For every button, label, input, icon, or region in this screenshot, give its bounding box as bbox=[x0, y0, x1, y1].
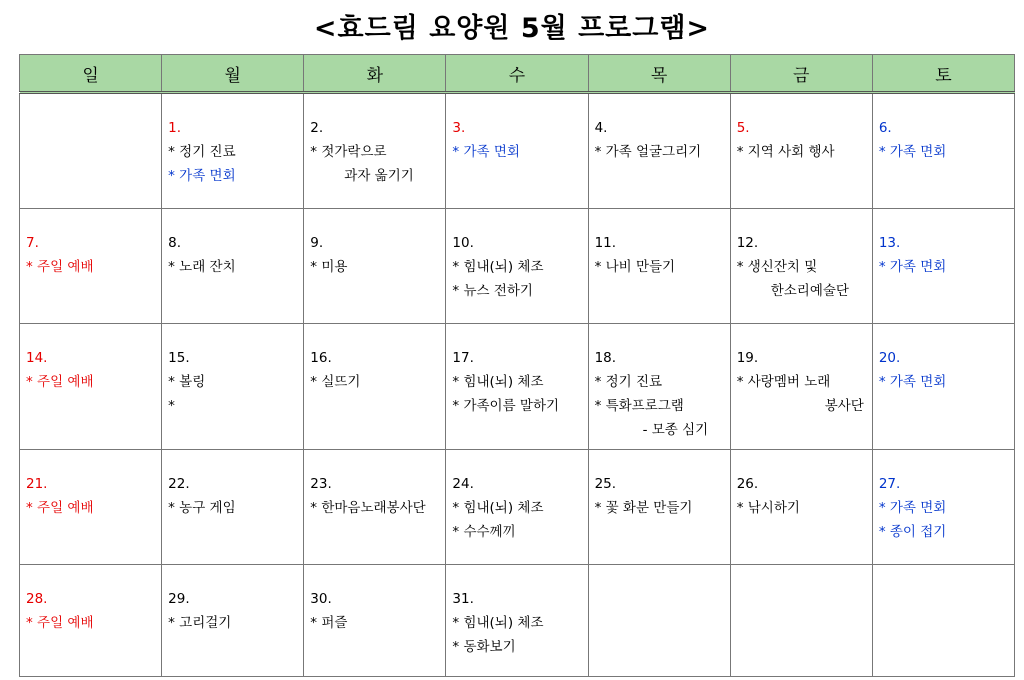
day-cell bbox=[20, 324, 162, 450]
program-item: * 수수께끼 bbox=[452, 524, 516, 540]
program-item: * 노래 잔치 bbox=[168, 259, 236, 275]
day-cell bbox=[588, 450, 730, 565]
program-item: * 동화보기 bbox=[452, 639, 516, 655]
program-item: 봉사단 bbox=[824, 398, 864, 414]
week-row bbox=[20, 565, 1015, 677]
program-item: * 낚시하기 bbox=[736, 500, 800, 516]
program-item: * 젓가락으로 bbox=[310, 144, 387, 160]
week-row bbox=[20, 209, 1015, 324]
day-cell bbox=[304, 209, 446, 324]
program-item: * 꽃 화분 만들기 bbox=[594, 500, 693, 516]
program-item: * 주일 예배 bbox=[26, 500, 94, 516]
calendar-table bbox=[19, 54, 1015, 677]
day-date: 27. bbox=[878, 476, 901, 492]
weekday-header-sat: 토 bbox=[872, 55, 1014, 93]
day-cell bbox=[304, 450, 446, 565]
day-date: 10. bbox=[452, 235, 474, 251]
program-item: * 생신잔치 및 bbox=[736, 259, 818, 275]
day-cell bbox=[872, 450, 1014, 565]
day-cell bbox=[162, 565, 304, 677]
day-date: 24. bbox=[452, 476, 474, 492]
weekday-header-tue: 화 bbox=[304, 55, 446, 93]
program-item: * 정기 진료 bbox=[168, 144, 236, 160]
day-date: 11. bbox=[594, 235, 617, 251]
program-item: * 농구 게임 bbox=[168, 500, 236, 516]
program-item: * 힘내(뇌) 체조 bbox=[452, 374, 544, 390]
day-date: 29. bbox=[168, 591, 190, 607]
day-date: 30. bbox=[310, 591, 332, 607]
day-date: 4. bbox=[594, 120, 608, 136]
day-cell bbox=[588, 209, 730, 324]
day-cell bbox=[730, 565, 872, 677]
day-date: 7. bbox=[26, 235, 39, 251]
day-date: 12. bbox=[736, 235, 759, 251]
day-cell bbox=[730, 93, 872, 209]
day-date: 14. bbox=[26, 350, 48, 366]
program-item: * 나비 만들기 bbox=[594, 259, 676, 275]
program-item: * 가족 면회 bbox=[878, 259, 947, 275]
program-item: * 주일 예배 bbox=[26, 615, 94, 631]
day-cell bbox=[20, 93, 162, 209]
day-cell bbox=[446, 93, 588, 209]
program-item: * 한마음노래봉사단 bbox=[310, 500, 426, 516]
weekday-header-wed: 수 bbox=[446, 55, 588, 93]
day-cell bbox=[446, 450, 588, 565]
day-cell bbox=[730, 450, 872, 565]
program-item: * 주일 예배 bbox=[26, 374, 94, 390]
program-item: 과자 옮기기 bbox=[344, 168, 414, 184]
day-date: 5. bbox=[736, 120, 750, 136]
day-date: 22. bbox=[168, 476, 190, 492]
day-date: 13. bbox=[878, 235, 901, 251]
day-date: 18. bbox=[594, 350, 617, 366]
day-cell bbox=[20, 209, 162, 324]
program-item: * 주일 예배 bbox=[26, 259, 94, 275]
weekday-header-fri: 금 bbox=[730, 55, 872, 93]
day-date: 15. bbox=[168, 350, 190, 366]
program-item: * 힘내(뇌) 체조 bbox=[452, 615, 544, 631]
week-row bbox=[20, 93, 1015, 209]
program-item: * 종이 접기 bbox=[878, 524, 947, 540]
weekday-header-thu: 목 bbox=[588, 55, 730, 93]
day-cell bbox=[588, 324, 730, 450]
program-item: * 가족이름 말하기 bbox=[452, 398, 560, 414]
program-item: 한소리예술단 bbox=[770, 283, 849, 299]
day-cell bbox=[872, 565, 1014, 677]
program-item: * 힘내(뇌) 체조 bbox=[452, 500, 544, 516]
program-item: * bbox=[168, 398, 175, 414]
day-date: 23. bbox=[310, 476, 332, 492]
day-date: 26. bbox=[736, 476, 759, 492]
program-item: * 지역 사회 행사 bbox=[736, 144, 835, 160]
program-item: - 모종 심기 bbox=[642, 422, 709, 438]
day-date: 9. bbox=[310, 235, 324, 251]
program-item: * 퍼즐 bbox=[310, 615, 348, 631]
program-item: * 가족 면회 bbox=[452, 144, 520, 160]
program-item: * 미용 bbox=[310, 259, 348, 275]
day-cell bbox=[446, 565, 588, 677]
day-cell bbox=[446, 324, 588, 450]
day-cell bbox=[162, 93, 304, 209]
program-item: * 사랑멤버 노래 bbox=[736, 374, 831, 390]
day-cell bbox=[872, 209, 1014, 324]
day-cell bbox=[304, 93, 446, 209]
day-cell bbox=[162, 209, 304, 324]
program-item: * 고리걸기 bbox=[168, 615, 232, 631]
day-cell bbox=[162, 324, 304, 450]
day-cell bbox=[304, 324, 446, 450]
day-date: 25. bbox=[594, 476, 617, 492]
program-item: * 가족 면회 bbox=[168, 168, 236, 184]
program-item: * 특화프로그램 bbox=[594, 398, 684, 414]
day-date: 1. bbox=[168, 120, 182, 136]
day-date: 16. bbox=[310, 350, 332, 366]
day-date: 20. bbox=[878, 350, 901, 366]
day-cell bbox=[872, 93, 1014, 209]
day-cell bbox=[872, 324, 1014, 450]
day-date: 8. bbox=[168, 235, 182, 251]
day-date: 6. bbox=[878, 120, 892, 136]
program-item: * 가족 얼굴그리기 bbox=[594, 144, 702, 160]
day-cell bbox=[730, 209, 872, 324]
day-cell bbox=[588, 93, 730, 209]
day-date: 19. bbox=[736, 350, 759, 366]
program-item: * 가족 면회 bbox=[878, 374, 947, 390]
program-item: * 가족 면회 bbox=[878, 144, 947, 160]
day-cell bbox=[304, 565, 446, 677]
day-cell bbox=[588, 565, 730, 677]
day-date: 2. bbox=[310, 120, 324, 136]
week-row bbox=[20, 324, 1015, 450]
day-cell bbox=[730, 324, 872, 450]
day-cell bbox=[446, 209, 588, 324]
program-item: * 가족 면회 bbox=[878, 500, 947, 516]
weekday-header-row bbox=[20, 55, 1015, 93]
calendar-body bbox=[20, 93, 1015, 677]
page-title: <효드림 요양원 5월 프로그램> bbox=[313, 13, 711, 44]
weekday-header-sun: 일 bbox=[20, 55, 162, 93]
weekday-header-mon: 월 bbox=[162, 55, 304, 93]
program-item: * 뉴스 전하기 bbox=[452, 283, 533, 299]
program-item: * 실뜨기 bbox=[310, 374, 361, 390]
program-item: * 힘내(뇌) 체조 bbox=[452, 259, 544, 275]
program-item: * 볼링 bbox=[168, 374, 206, 390]
program-item: * 정기 진료 bbox=[594, 374, 663, 390]
day-date: 28. bbox=[26, 591, 48, 607]
day-date: 21. bbox=[26, 476, 48, 492]
day-cell bbox=[162, 450, 304, 565]
day-date: 31. bbox=[452, 591, 474, 607]
day-date: 3. bbox=[452, 120, 466, 136]
day-cell bbox=[20, 565, 162, 677]
week-row bbox=[20, 450, 1015, 565]
day-date: 17. bbox=[452, 350, 474, 366]
day-cell bbox=[20, 450, 162, 565]
